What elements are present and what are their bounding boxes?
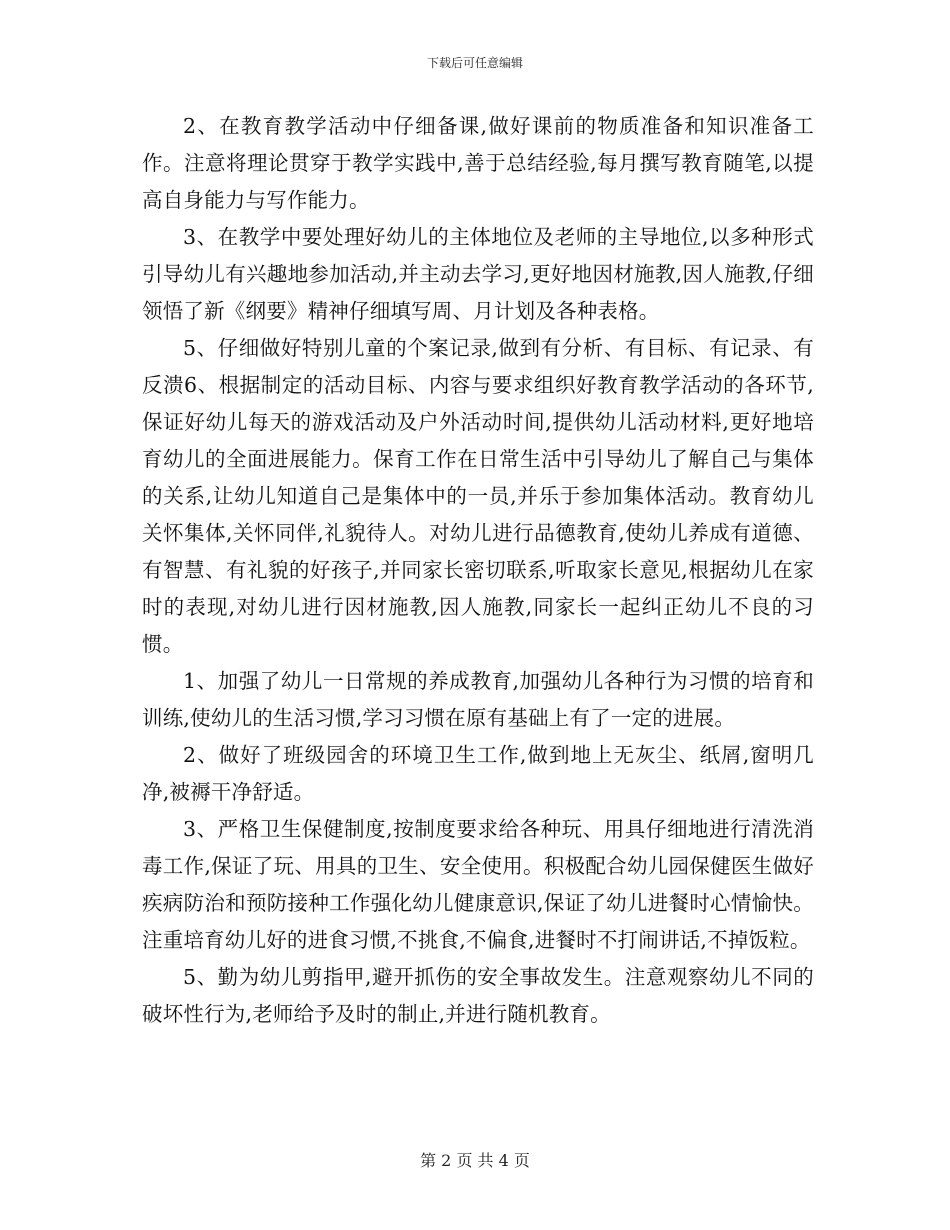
paragraph-7: 5、勤为幼儿剪指甲,避开抓伤的安全事故发生。注意观察幼儿不同的破坏性行为,老师给予及时的制止,并进行随机教育。 xyxy=(142,965,814,1026)
paragraph-3: 5、仔细做好特别儿童的个案记录,做到有分析、有目标、有记录、有反溃6、根据制定的活动目标、内容与要求组织好教育教学活动的各环节,保证好幼儿每天的游戏活动及户外活动时间,提供幼儿活动材料,更好地培育幼儿的全面进展能力。保育工作在日常生活中引导幼儿了解自己与集体的关系,让幼儿知道自己是集体中的一员,并乐于参加集体活动。教育幼儿关怀集体,关怀同伴,礼貌待人。对幼儿进行品德教育,使幼儿养成有道德、有智慧、有礼貌的好孩子,并同家长密切联系,听取家长意见,根据幼儿在家时的表现,对幼儿进行因材施教,因人施教,同家长一起纠正幼儿不良的习惯。 xyxy=(142,336,814,656)
page-number: 第 2 页 共 4 页 xyxy=(420,1151,530,1170)
paragraph-1: 2、在教育教学活动中仔细备课,做好课前的物质准备和知识准备工作。注意将理论贯穿于教学实践中,善于总结经验,每月撰写教育随笔,以提高自身能力与写作能力。 xyxy=(142,114,814,212)
page-header-note: 下载后可任意编辑 xyxy=(426,56,523,70)
paragraph-5: 2、做好了班级园舍的环境卫生工作,做到地上无灰尘、纸屑,窗明几净,被褥干净舒适。 xyxy=(142,743,814,804)
paragraph-4: 1、加强了幼儿一日常规的养成教育,加强幼儿各种行为习惯的培育和训练,使幼儿的生活习惯,学习习惯在原有基础上有了一定的进展。 xyxy=(142,669,814,730)
paragraph-2: 3、在教学中要处理好幼儿的主体地位及老师的主导地位,以多种形式引导幼儿有兴趣地参加活动,并主动去学习,更好地因材施教,因人施教,仔细领悟了新《纲要》精神仔细填写周、月计划及各种表格。 xyxy=(142,225,814,323)
paragraph-6: 3、严格卫生保健制度,按制度要求给各种玩、用具仔细地进行清洗消毒工作,保证了玩、用具的卫生、安全使用。积极配合幼儿园保健医生做好疾病防治和预防接种工作强化幼儿健康意识,保证了幼儿进餐时心情愉快。注重培育幼儿好的进食习惯,不挑食,不偏食,进餐时不打闹讲话,不掉饭粒。 xyxy=(142,817,814,952)
document-body xyxy=(142,108,814,1033)
